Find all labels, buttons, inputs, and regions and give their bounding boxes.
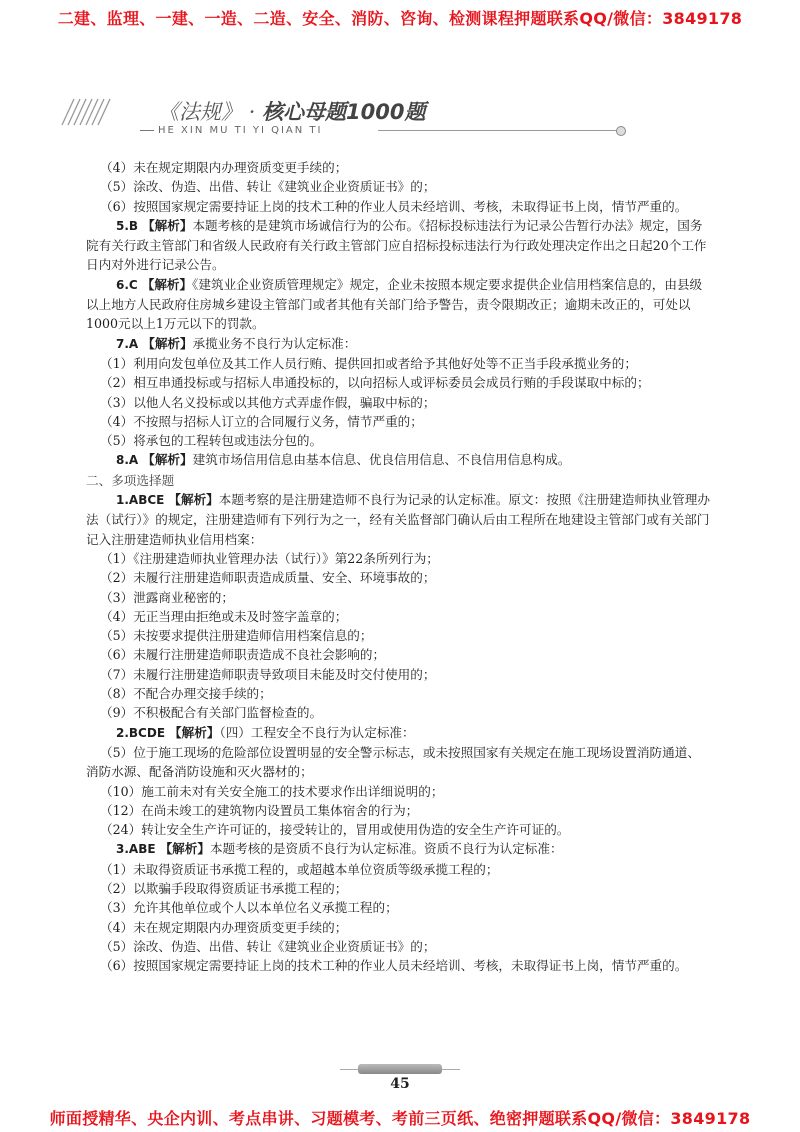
- text-line: （5）未按要求提供注册建造师信用档案信息的；: [100, 628, 373, 644]
- answer-7: [86, 334, 712, 354]
- header-stripes-decoration: [60, 98, 120, 126]
- answer-number: 1.ABCE: [116, 493, 165, 508]
- header-subtitle: HE XIN MU TI YI QIAN TI: [158, 125, 323, 136]
- answer-text: 建筑市场信用信息由基本信息、优良信用信息、不良信用信息构成。: [192, 452, 571, 468]
- page-number: 45: [390, 1076, 410, 1092]
- answer-b1: [86, 490, 712, 549]
- answer-text: 本题考核的是建筑市场诚信行为的公布。《招标投标违法行为记录公告暂行办法》规定，国务院有关行政主管部门和省级人民政府有关行政主管部门应自招标投标违法行为行政处理决定作出之日起20个工作日内对外进行记录公告。: [86, 217, 707, 273]
- text-line: （2）未履行注册建造师职责造成质量、安全、环境事故的；: [100, 570, 436, 586]
- answer-number: 6.C: [116, 277, 138, 292]
- answer-text: 本题考核的是资质不良行为认定标准。资质不良行为认定标准：: [209, 841, 563, 857]
- text-line: （7）未履行注册建造师职责导致项目未能及时交付使用的；: [100, 666, 436, 682]
- text-line: （6）未履行注册建造师职责造成不良社会影响的；: [100, 647, 386, 663]
- answer-text: 承揽业务不良行为认定标准：: [192, 335, 357, 351]
- answer-text: 《建筑业企业资质管理规定》规定，企业未按照本规定要求提供企业信用档案信息的，由县级以上地方人民政府住房城乡建设主管部门或者其他有关部门给予警告，责令限期改正；逾期未改正的，可处以1000元以上1万元以下的罚款。: [86, 276, 703, 332]
- text-line: （5）位于施工现场的危险部位设置明显的安全警示标志，或未按照国家有关规定在施工现场设置消防通道、消防水源、配备消防设施和灭火器材的；: [86, 744, 700, 780]
- bottom-promo-banner: 师面授精华、央企内训、考点串讲、习题模考、考前三页纸、绝密押题联系QQ/微信：3849178: [49, 1109, 751, 1128]
- top-promo-banner: 二建、监理、一建、一造、二造、安全、消防、咨询、检测课程押题联系QQ/微信：3849178: [57, 9, 743, 28]
- answer-6: [86, 275, 712, 334]
- page-number-rule-right: [442, 1069, 460, 1070]
- header-title-main: 核心母题1000题: [262, 100, 426, 124]
- answer-b3: [86, 839, 712, 859]
- header-title: [158, 96, 426, 126]
- answer-number: 7.A: [116, 336, 139, 351]
- header-rule-dot: [616, 126, 626, 136]
- text-line: （4）未在规定期限内办理资质变更手续的；: [100, 919, 348, 935]
- text-line: （1）利用向发包单位及其工作人员行贿、提供回扣或者给予其他好处等不正当手段承揽业务的；: [100, 355, 637, 371]
- header-title-dot: ·: [248, 100, 256, 124]
- answer-number: 2.BCDE: [116, 725, 166, 740]
- header-title-prefix: 《法规》: [158, 100, 242, 124]
- text-line: （8）不配合办理交接手续的；: [100, 686, 272, 702]
- text-line: （3）以他人名义投标或以其他方式弄虚作假，骗取中标的；: [100, 394, 436, 410]
- text-line: （5）涂改、伪造、出借、转让《建筑业企业资质证书》的；: [100, 938, 436, 954]
- analysis-tag: 【解析】: [142, 335, 193, 351]
- page-number-rule-left: [340, 1069, 358, 1070]
- text-line: （1）《注册建造师执业管理办法（试行）》第22条所列行为；: [100, 550, 439, 566]
- answer-5: [86, 216, 712, 275]
- answer-text: （四）工程安全不良行为认定标准：: [219, 724, 415, 740]
- text-line: （2）以欺骗手段取得资质证书承揽工程的；: [100, 880, 348, 896]
- text-line: （5）涂改、伪造、出借、转让《建筑业企业资质证书》的；: [100, 179, 436, 195]
- analysis-tag: 【解析】: [142, 217, 193, 233]
- answer-b2: [86, 723, 712, 743]
- text-line: （5）将承包的工程转包或违法分包的。: [100, 433, 323, 449]
- text-line: （3）允许其他单位或个人以本单位名义承揽工程的；: [100, 900, 398, 916]
- answer-number: 3.ABE: [116, 842, 156, 857]
- text-line: （3）泄露商业秘密的；: [100, 589, 234, 605]
- text-line: （24）转让安全生产许可证的，接受转让的，冒用或使用伪造的安全生产许可证的。: [100, 822, 570, 838]
- page-number-block: [340, 1062, 460, 1098]
- answer-text: 本题考察的是注册建造师不良行为记录的认定标准。原文：按照《注册建造师执业管理办法（试行）》的规定，注册建造师有下列行为之一，经有关监督部门确认后由工程所在地建设主管部门或有关部门记入注册建造师执业信用档案：: [86, 492, 710, 547]
- analysis-tag: 【解析】: [142, 452, 193, 468]
- text-line: （4）不按照与招标人订立的合同履行义务，情节严重的；: [100, 413, 423, 429]
- analysis-tag: 【解析】: [159, 841, 210, 857]
- answer-8: [86, 450, 712, 470]
- answer-number: 8.A: [116, 453, 139, 468]
- page-body: [86, 158, 712, 975]
- text-line: （4）无正当理由拒绝或未及时签字盖章的；: [100, 608, 348, 624]
- answer-number: 5.B: [116, 218, 139, 233]
- text-line: （1）未取得资质证书承揽工程的，或超越本单位资质等级承揽工程的；: [100, 861, 499, 877]
- text-line: （6）按照国家规定需要持证上岗的技术工种的作业人员未经培训、考核，未取得证书上岗，情节严重的。: [100, 198, 688, 214]
- text-line: （10）施工前未对有关安全施工的技术要求作出详细说明的；: [100, 783, 444, 799]
- header-rule-right: [378, 130, 618, 131]
- text-line: （9）不积极配合有关部门监督检查的。: [100, 705, 323, 721]
- analysis-tag: 【解析】: [168, 492, 219, 508]
- section-heading-multiple-choice: 二、多项选择题: [86, 472, 175, 488]
- text-line: （6）按照国家规定需要持证上岗的技术工种的作业人员未经培训、考核，未取得证书上岗，情节严重的。: [100, 958, 688, 974]
- analysis-tag: 【解析】: [169, 724, 220, 740]
- analysis-tag: 【解析】: [141, 276, 193, 292]
- text-line: （2）相互串通投标或与招标人串通投标的，以向招标人或评标委员会成员行贿的手段谋取中标的；: [100, 375, 650, 391]
- header-rule-left: [140, 130, 154, 131]
- running-header: [60, 92, 740, 142]
- text-line: （12）在尚未竣工的建筑物内设置员工集体宿舍的行为；: [100, 802, 419, 818]
- text-line: （4）未在规定期限内办理资质变更手续的；: [100, 160, 348, 175]
- page-number-bar: [358, 1064, 442, 1074]
